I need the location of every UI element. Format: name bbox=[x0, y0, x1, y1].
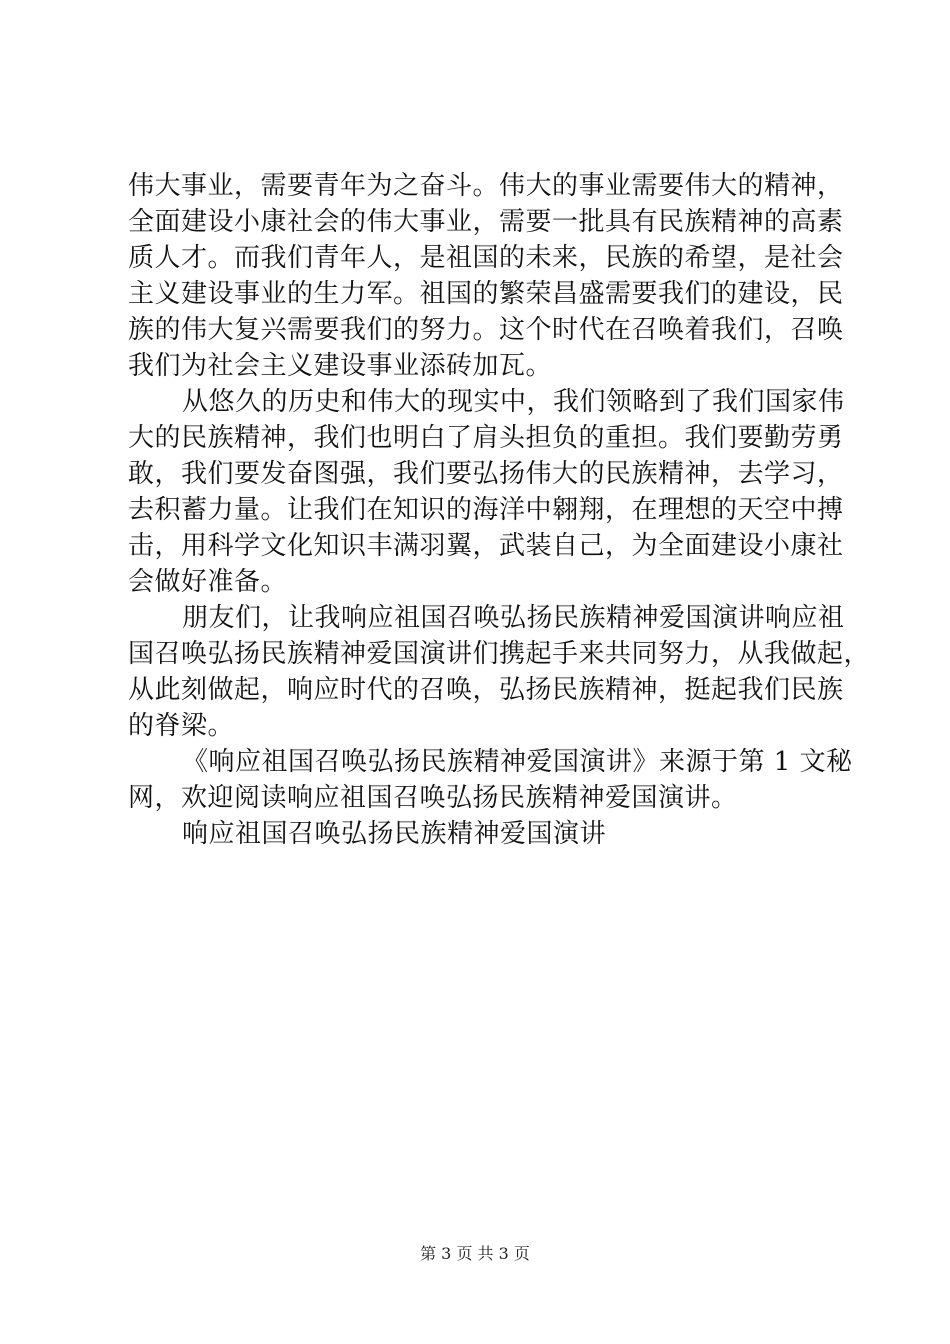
text-line: 朋友们，让我响应祖国召唤弘扬民族精神爱国演讲响应祖 bbox=[182, 603, 845, 633]
text-line: 伟大事业，需要青年为之奋斗。伟大的事业需要伟大的精神， bbox=[128, 171, 844, 201]
page-footer bbox=[0, 1244, 950, 1264]
text-line: 我们为社会主义建设事业添砖加瓦。 bbox=[128, 351, 553, 381]
text-line: 从此刻做起，响应时代的召唤，弘扬民族精神，挺起我们民族 bbox=[128, 675, 844, 705]
text-line: 大的民族精神，我们也明白了肩头担负的重担。我们要勤劳勇 bbox=[128, 423, 844, 453]
text-line: 从悠久的历史和伟大的现实中，我们领略到了我们国家伟 bbox=[182, 387, 845, 417]
document-body bbox=[128, 168, 871, 852]
text-line: 的脊梁。 bbox=[128, 711, 235, 741]
page-number: 第 3 页 共 3 页 bbox=[420, 1244, 530, 1263]
text-line: 敢，我们要发奋图强，我们要弘扬伟大的民族精神，去学习， bbox=[128, 459, 844, 489]
text-line: 响应祖国召唤弘扬民族精神爱国演讲 bbox=[182, 819, 607, 849]
text-line: 网，欢迎阅读响应祖国召唤弘扬民族精神爱国演讲。 bbox=[128, 783, 738, 813]
text-line: 质人才。而我们青年人，是祖国的未来，民族的希望，是社会 bbox=[128, 243, 844, 273]
text-line: 主义建设事业的生力军。祖国的繁荣昌盛需要我们的建设，民 bbox=[128, 279, 844, 309]
text-line: 全面建设小康社会的伟大事业，需要一批具有民族精神的高素 bbox=[128, 207, 844, 237]
text-line: 去积蓄力量。让我们在知识的海洋中翱翔，在理想的天空中搏 bbox=[128, 495, 844, 525]
text-line: 会做好准备。 bbox=[128, 567, 288, 597]
text-line: 族的伟大复兴需要我们的努力。这个时代在召唤着我们，召唤 bbox=[128, 315, 844, 345]
text-line: 《响应祖国召唤弘扬民族精神爱国演讲》来源于第 1 文秘 bbox=[182, 747, 853, 777]
text-line: 击，用科学文化知识丰满羽翼，武装自己，为全面建设小康社 bbox=[128, 531, 844, 561]
text-line: 国召唤弘扬民族精神爱国演讲们携起手来共同努力，从我做起， bbox=[128, 639, 871, 669]
